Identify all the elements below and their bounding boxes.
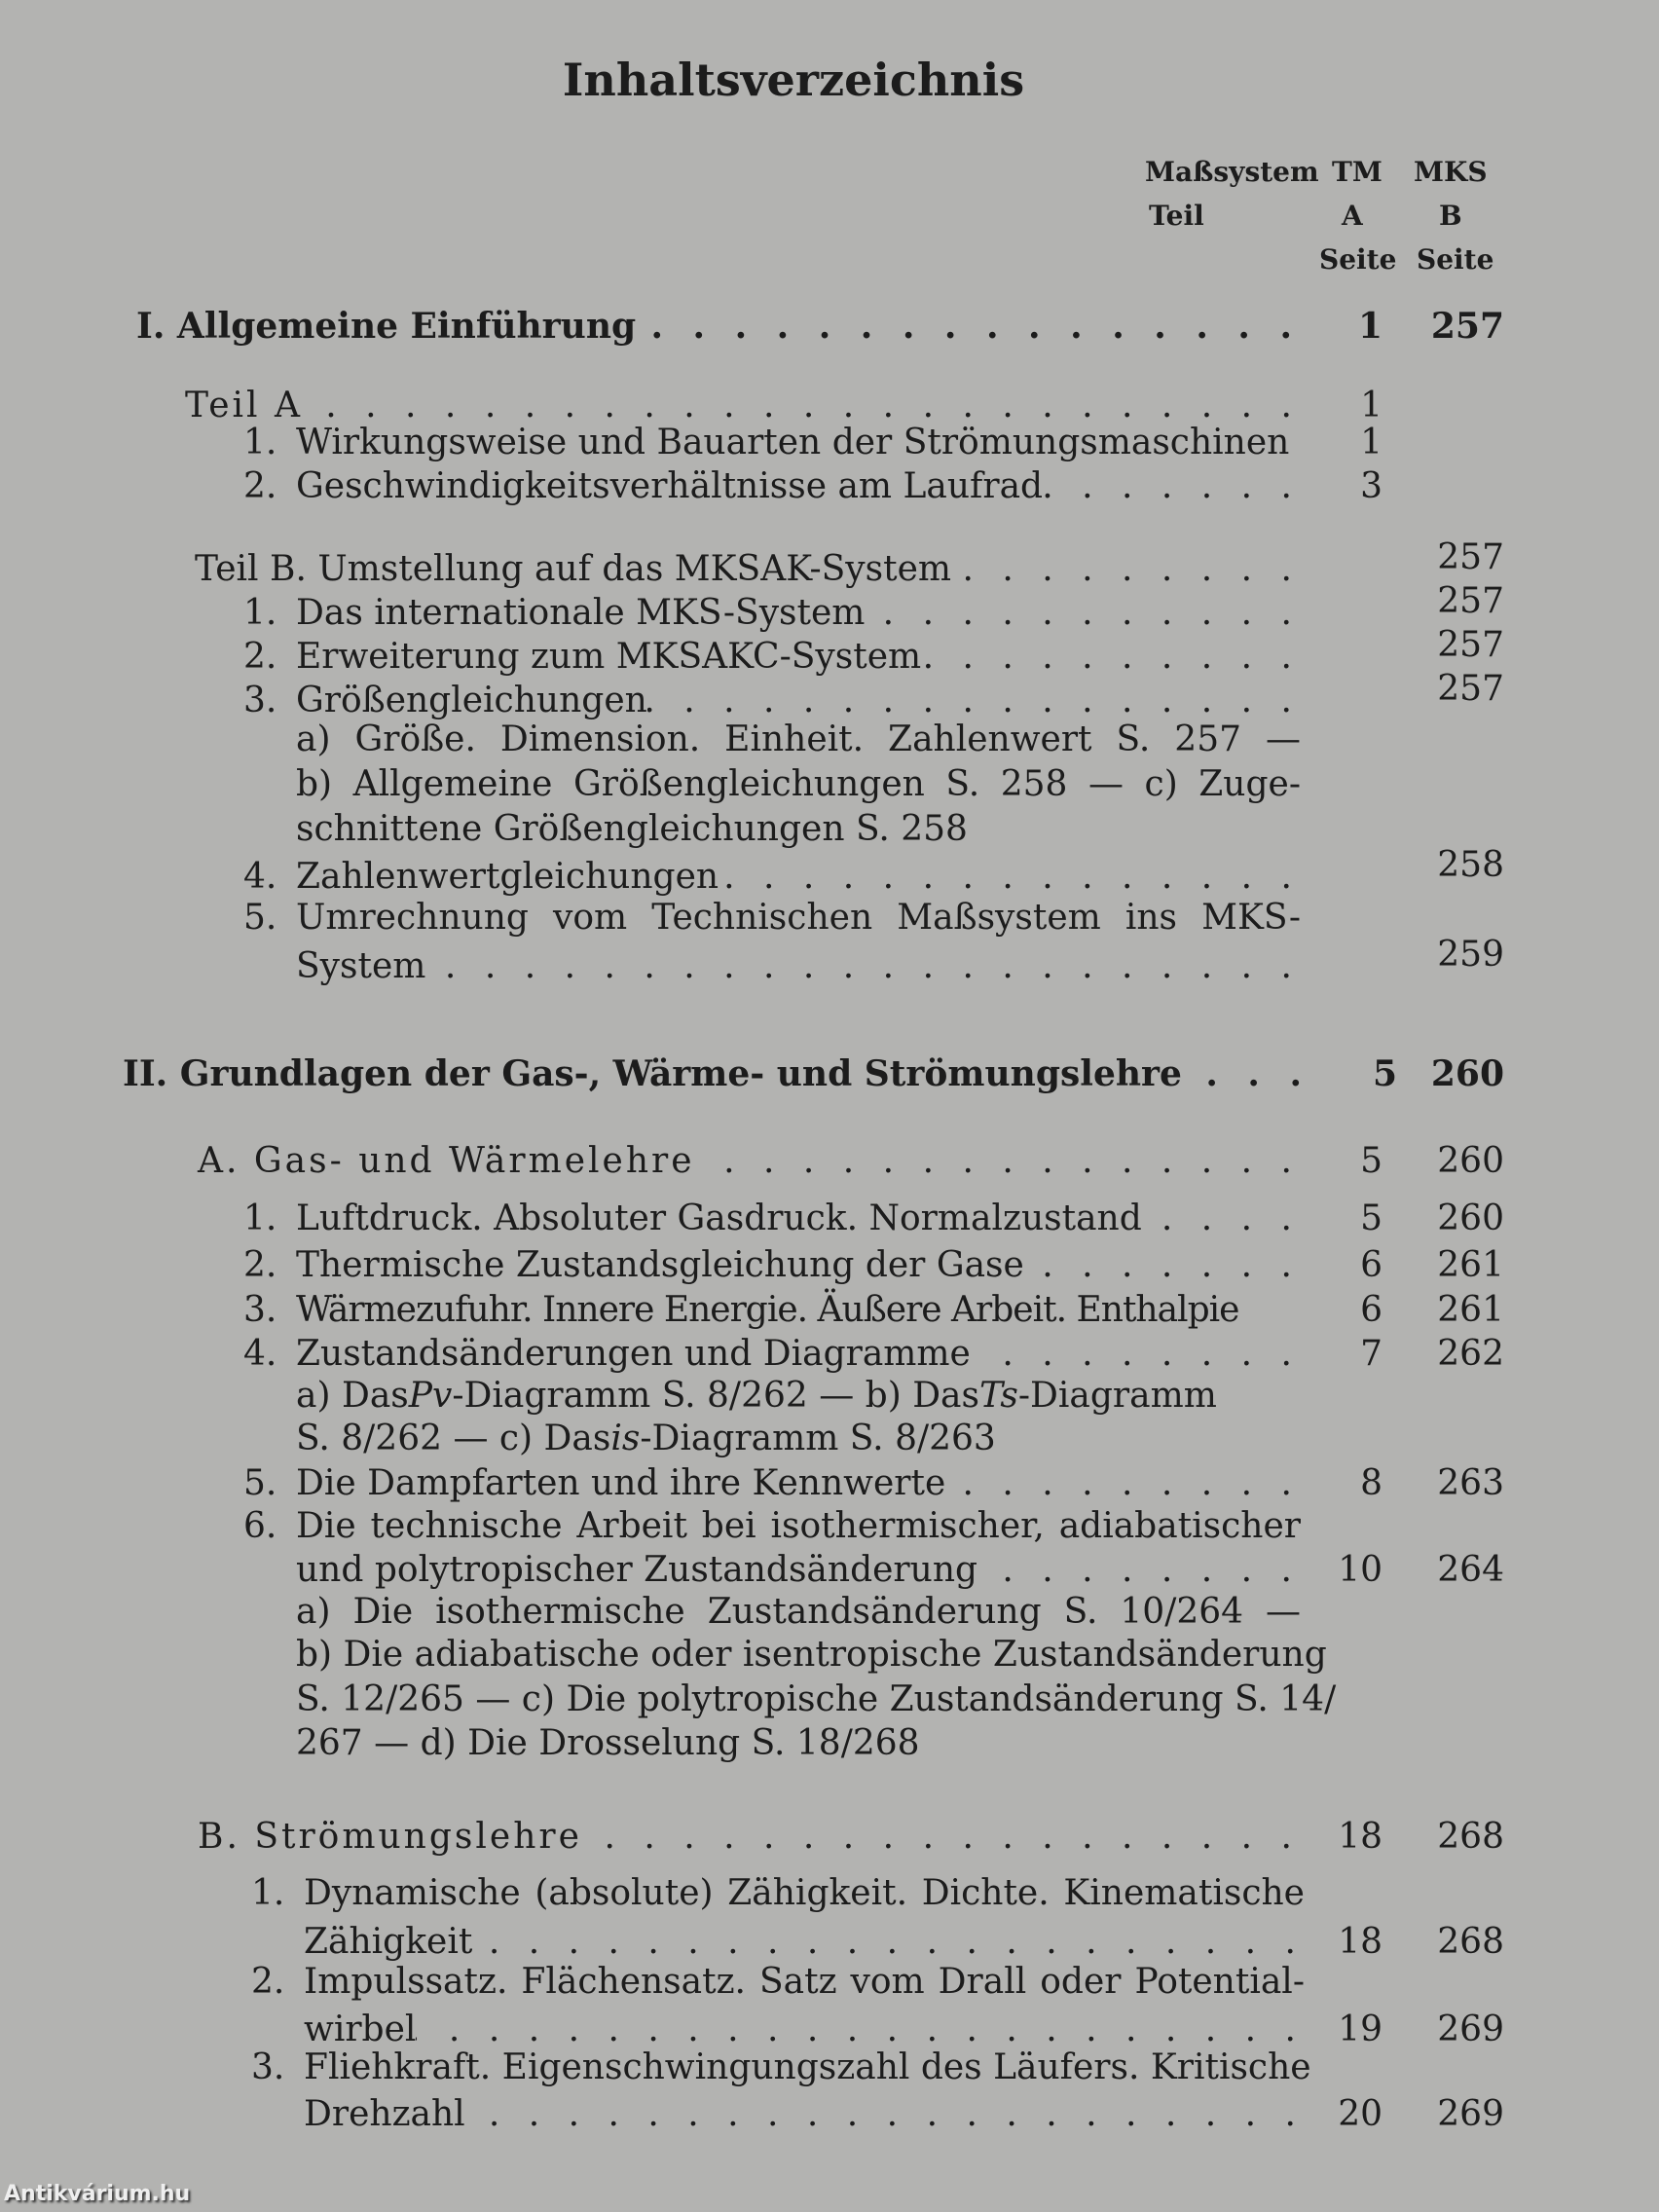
dot-leader [465, 2092, 1305, 2137]
entry-number: 1. [251, 1873, 285, 1913]
page-tm: 5 [1360, 1198, 1382, 1238]
toc-entry [0, 845, 1659, 900]
entry-number: 3. [243, 1290, 277, 1330]
watermark: Antikvárium.hu [4, 2182, 191, 2206]
page-mks: 257 [1430, 306, 1504, 347]
subentry-part: Pv [408, 1376, 453, 1416]
subentry-text: 267 — d) Die Drosselung S. 18/268 [296, 1723, 920, 1763]
page-tm: 8 [1360, 1463, 1382, 1503]
toc-entry-continued [0, 1920, 1659, 1965]
entry-number: 3. [251, 2047, 285, 2087]
entry-title: Erweiterung zum MKSAKC-System [296, 637, 922, 677]
entry-title: Dynamische (absolute) Zähigkeit. Dichte. Kinematische [304, 1873, 1305, 1913]
page-mks: 257 [1437, 537, 1504, 577]
subentry-text: schnittene Größengleichungen S. 258 [296, 809, 968, 849]
page-tm: 1 [1357, 306, 1382, 347]
dot-leader [921, 635, 1301, 680]
entry-number: 5. [243, 898, 277, 938]
entry-title: A. Gas- und Wärmelehre [198, 1141, 695, 1181]
toc-entry [0, 464, 1659, 509]
dot-leader [695, 1139, 1301, 1184]
toc-entry [0, 1332, 1659, 1377]
entry-title: Impulssatz. Flächensatz. Satz vom Drall oder Potential- [304, 1962, 1305, 2002]
toc-entry [0, 1197, 1659, 1241]
entry-title: Das internationale MKS-System [296, 593, 866, 633]
entry-title: Die Dampfarten und ihre Kennwerte [296, 1463, 946, 1503]
toc-entry [0, 2046, 1659, 2090]
header-seite-a: Seite [1319, 243, 1397, 276]
entry-title: wirbel [304, 2009, 417, 2049]
entry-title: I. Allgemeine Einführung [136, 306, 637, 347]
page-tm: 7 [1360, 1334, 1382, 1374]
toc-subentries [0, 1721, 1659, 1766]
page-tm: 1 [1360, 423, 1382, 462]
entry-number: 4. [243, 1334, 277, 1374]
page-tm: 6 [1360, 1290, 1382, 1330]
entry-title: System [296, 946, 426, 986]
page-mks: 268 [1437, 1817, 1504, 1857]
entry-number: 1. [243, 423, 277, 462]
page-tm: 3 [1360, 466, 1382, 506]
entry-title: Geschwindigkeitsverhältnisse am Laufrad [296, 466, 1044, 506]
entry-title: Luftdruck. Absoluter Gasdruck. Normalzustand [296, 1198, 1142, 1238]
page-tm: 5 [1360, 1141, 1382, 1181]
page-mks: 269 [1437, 2094, 1504, 2134]
toc-entry-continued [0, 935, 1659, 989]
dot-leader [945, 1461, 1301, 1506]
dot-leader [951, 547, 1301, 592]
toc-entry-continued [0, 1548, 1659, 1593]
entry-number: 6. [243, 1506, 277, 1546]
page-tm: 5 [1372, 1053, 1397, 1094]
page-mks: 258 [1437, 845, 1504, 885]
page-mks: 259 [1437, 935, 1504, 975]
entry-number: 1. [243, 1198, 277, 1238]
dot-leader [1043, 464, 1301, 509]
page-tm: 19 [1338, 2009, 1382, 2049]
dot-leader [1182, 1051, 1310, 1096]
entry-title: Zustandsänderungen und Diagramme [296, 1334, 971, 1374]
page-mks: 257 [1437, 625, 1504, 665]
header-seite-b: Seite [1417, 243, 1494, 276]
entry-title: Teil B. Umstellung auf das MKSAK-System [195, 549, 952, 589]
toc-subentries [0, 1417, 1659, 1461]
entry-title: Die technische Arbeit bei isothermischer, adiabatischer [296, 1506, 1301, 1546]
page-tm: 18 [1338, 1922, 1382, 1962]
toc-entry [0, 1243, 1659, 1288]
toc-subsection-b [0, 1815, 1659, 1860]
entry-title: Umrechnung vom Technischen Maßsystem ins MKS- [296, 898, 1301, 938]
page-mks: 263 [1437, 1463, 1504, 1503]
toc-entry [0, 1504, 1659, 1549]
page-mks: 262 [1437, 1334, 1504, 1374]
page-mks: 268 [1437, 1922, 1504, 1962]
header-masssystem: Maßsystem [1145, 156, 1319, 188]
header-b: B [1439, 200, 1462, 232]
header-mks: MKS [1414, 156, 1488, 188]
entry-title: Drehzahl [304, 2094, 465, 2134]
subentry-part: -Diagramm S. 8/262 — b) Das [452, 1376, 979, 1416]
page-tm: 20 [1338, 2094, 1382, 2134]
toc-section-2 [0, 1051, 1659, 1096]
dot-leader [977, 1548, 1301, 1593]
dot-leader [865, 591, 1301, 636]
page-mks: 264 [1437, 1550, 1504, 1590]
entry-title: II. Grundlagen der Gas-, Wärme- und Strömungslehre [123, 1053, 1182, 1094]
subentry-part: S. 8/262 — c) Das [296, 1419, 611, 1458]
page-mks: 257 [1437, 669, 1504, 709]
toc-subentries [0, 1374, 1659, 1419]
entry-number: 2. [243, 1245, 277, 1285]
subentry-part: is [610, 1419, 641, 1458]
dot-leader [971, 1332, 1301, 1377]
toc-entry [0, 1871, 1659, 1916]
entry-title: Zähigkeit [304, 1922, 473, 1962]
toc-subentries [0, 762, 1659, 807]
toc-subentries [0, 1590, 1659, 1635]
toc-entry [0, 1960, 1659, 2005]
dot-leader [425, 944, 1301, 989]
entry-title: Wärmezufuhr. Innere Energie. Äußere Arbeit. Enthalpie [296, 1290, 1239, 1330]
toc-subsection-a [0, 1139, 1659, 1184]
page-mks: 257 [1437, 581, 1504, 621]
toc-section-1 [0, 304, 1659, 349]
toc-subentries [0, 718, 1659, 762]
page-mks: 261 [1437, 1290, 1504, 1330]
entry-title: B. Strömungslehre [198, 1817, 582, 1857]
entry-number: 2. [243, 466, 277, 506]
subentry-part: Ts [979, 1376, 1018, 1416]
subentry-part: a) Das [296, 1376, 409, 1416]
entry-number: 1. [243, 593, 277, 633]
dot-leader [636, 304, 1301, 349]
header-teil: Teil [1149, 200, 1204, 232]
toc-entry [0, 1288, 1659, 1333]
entry-number: 2. [243, 637, 277, 677]
toc-subentries [0, 1677, 1659, 1722]
page-mks: 260 [1430, 1053, 1504, 1094]
page-tm: 6 [1360, 1245, 1382, 1285]
dot-leader [472, 1920, 1305, 1965]
dot-leader [582, 1815, 1301, 1860]
entry-title: Thermische Zustandsgleichung der Gase [296, 1245, 1024, 1285]
subentry-text [296, 1417, 1301, 1461]
toc-entry [0, 1461, 1659, 1506]
toc-entry [0, 421, 1659, 465]
page-mks: 260 [1437, 1198, 1504, 1238]
subentry-text: a) Größe. Dimension. Einheit. Zahlenwert S. 257 — [296, 719, 1301, 759]
toc-entry-continued [0, 2092, 1659, 2137]
entry-number: 3. [243, 681, 277, 720]
subentry-text: S. 12/265 — c) Die polytropische Zustandsänderung S. 14/ [296, 1679, 1337, 1719]
page-tm: 1 [1360, 386, 1382, 425]
entry-number: 2. [251, 1962, 285, 2002]
toc-subentries [0, 1633, 1659, 1677]
header-tm: TM [1332, 156, 1382, 188]
entry-title: Fliehkraft. Eigenschwingungszahl des Läufers. Kritische [304, 2047, 1311, 2087]
subentry-text [296, 1374, 1301, 1419]
entry-number: 4. [243, 857, 277, 897]
entry-title: Wirkungsweise und Bauarten der Strömungsmaschinen [296, 423, 1290, 462]
subentry-part: -Diagramm S. 8/263 [640, 1419, 996, 1458]
dot-leader [719, 855, 1301, 900]
page-tm: 18 [1338, 1817, 1382, 1857]
dot-leader [1024, 1243, 1301, 1288]
page-mks: 260 [1437, 1141, 1504, 1181]
entry-title: Teil A [185, 386, 303, 425]
entry-title: Größengleichungen [296, 681, 647, 720]
page-title: Inhaltsverzeichnis [562, 54, 1025, 106]
page-mks: 261 [1437, 1245, 1504, 1285]
entry-title: und polytropischer Zustandsänderung [296, 1550, 978, 1590]
header-a: A [1342, 200, 1363, 232]
entry-title: Zahlenwertgleichungen [296, 857, 719, 897]
page-mks: 269 [1437, 2009, 1504, 2049]
dot-leader [1142, 1197, 1301, 1241]
subentry-part: -Diagramm [1017, 1376, 1217, 1416]
subentry-text: b) Allgemeine Größengleichungen S. 258 — c) Zuge- [296, 764, 1301, 804]
entry-number: 5. [243, 1463, 277, 1503]
subentry-text: b) Die adiabatische oder isentropische Zustandsänderung [296, 1635, 1327, 1675]
page-tm: 10 [1338, 1550, 1382, 1590]
subentry-text: a) Die isothermische Zustandsänderung S. 10/264 — [296, 1592, 1301, 1632]
